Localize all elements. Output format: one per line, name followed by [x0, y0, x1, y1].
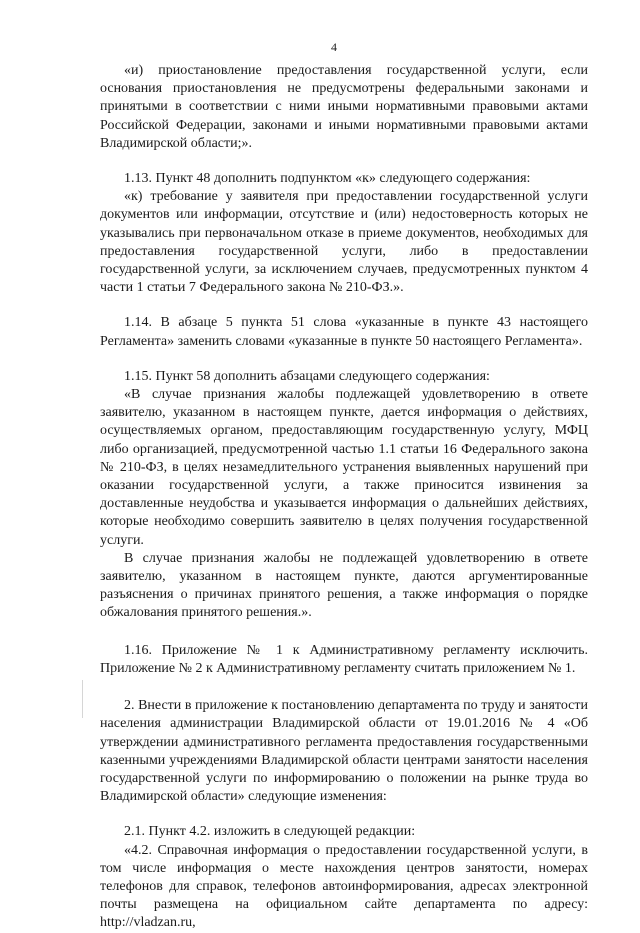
paragraph-item-k: «к) требование у заявителя при предоставлении государственной услуги документов или информации, отсутствие и (или) недостоверность которых не указывались при первоначальном отказе в приеме документов, необходимых для предоставления государственной услуги, либо в предоставлении государственной услуги, за исключением случаев, предусмотренных пунктом 4 части 1 статьи 7 Федерального закона № 210-ФЗ.». [100, 189, 588, 296]
paragraph-complaint-rejected: В случае признания жалобы не подлежащей удовлетворению в ответе заявителю, указанном в настоящем пункте, даются аргументированные разъяснения о причинах принятого решения, а также информация о порядке обжалования принятого решения.». [100, 550, 588, 621]
paragraph-2: 2. Внести в приложение к постановлению департамента по труду и занятости населения администрации Владимирской области от 19.01.2016 № 4 «Об утверждении административного регламента предоставления государственными казенными учреждениями Владимирской области центрами занятости населения государственной услуги по информированию о положении на рынке труда во Владимирской области» следующие изменения: [100, 698, 588, 805]
paragraph-1-13-heading: 1.13. Пункт 48 дополнить подпунктом «к» следующего содержания: [124, 171, 531, 187]
scan-margin-mark [82, 680, 83, 718]
paragraph-1-15-heading: 1.15. Пункт 58 дополнить абзацами следующего содержания: [124, 368, 490, 384]
paragraph-4-2: «4.2. Справочная информация о предоставлении государственной услуги, в том числе информация о месте нахождения центров занятости, номерах телефонов для справок, телефонов автоинформирования, адресах электронной почты размещена на официальном сайте департамента по адресу: http://vladzan.ru, [100, 842, 588, 931]
paragraph-1-14: 1.14. В абзаце 5 пункта 51 слова «указанные в пункте 43 настоящего Регламента» заменить словами «указанные в пункте 50 настоящего Регламента». [100, 315, 588, 349]
paragraph-1-16: 1.16. Приложение № 1 к Административному регламенту исключить. Приложение № 2 к Административному регламенту считать приложением № 1. [100, 642, 588, 676]
paragraph-2-1-heading: 2.1. Пункт 4.2. изложить в следующей редакции: [124, 824, 416, 840]
paragraph-complaint-satisfied: «В случае признания жалобы подлежащей удовлетворению в ответе заявителю, указанном в настоящем пункте, дается информация о действиях, осуществляемых органом, предоставляющим государственную услугу, МФЦ либо организацией, предусмотренной частью 1.1 статьи 16 Федерального закона № 210-ФЗ, в целях незамедлительного устранения выявленных нарушений при оказании государственной услуги, а также приносится извинения за доставленные неудобства и указывается информация о дальнейших действиях, которые необходимо совершить заявителю в целях получения государственной услуги. [100, 387, 588, 548]
page-number: 4 [331, 40, 337, 54]
paragraph-item-i: «и) приостановление предоставления государственной услуги, если основания приостановления не предусмотрены федеральными законами и принятыми в соответствии с ними иными нормативными правовыми актами Российской Федерации, законами и иными нормативными правовыми актами Владимирской области;». [100, 63, 588, 151]
document-body [100, 62, 588, 933]
